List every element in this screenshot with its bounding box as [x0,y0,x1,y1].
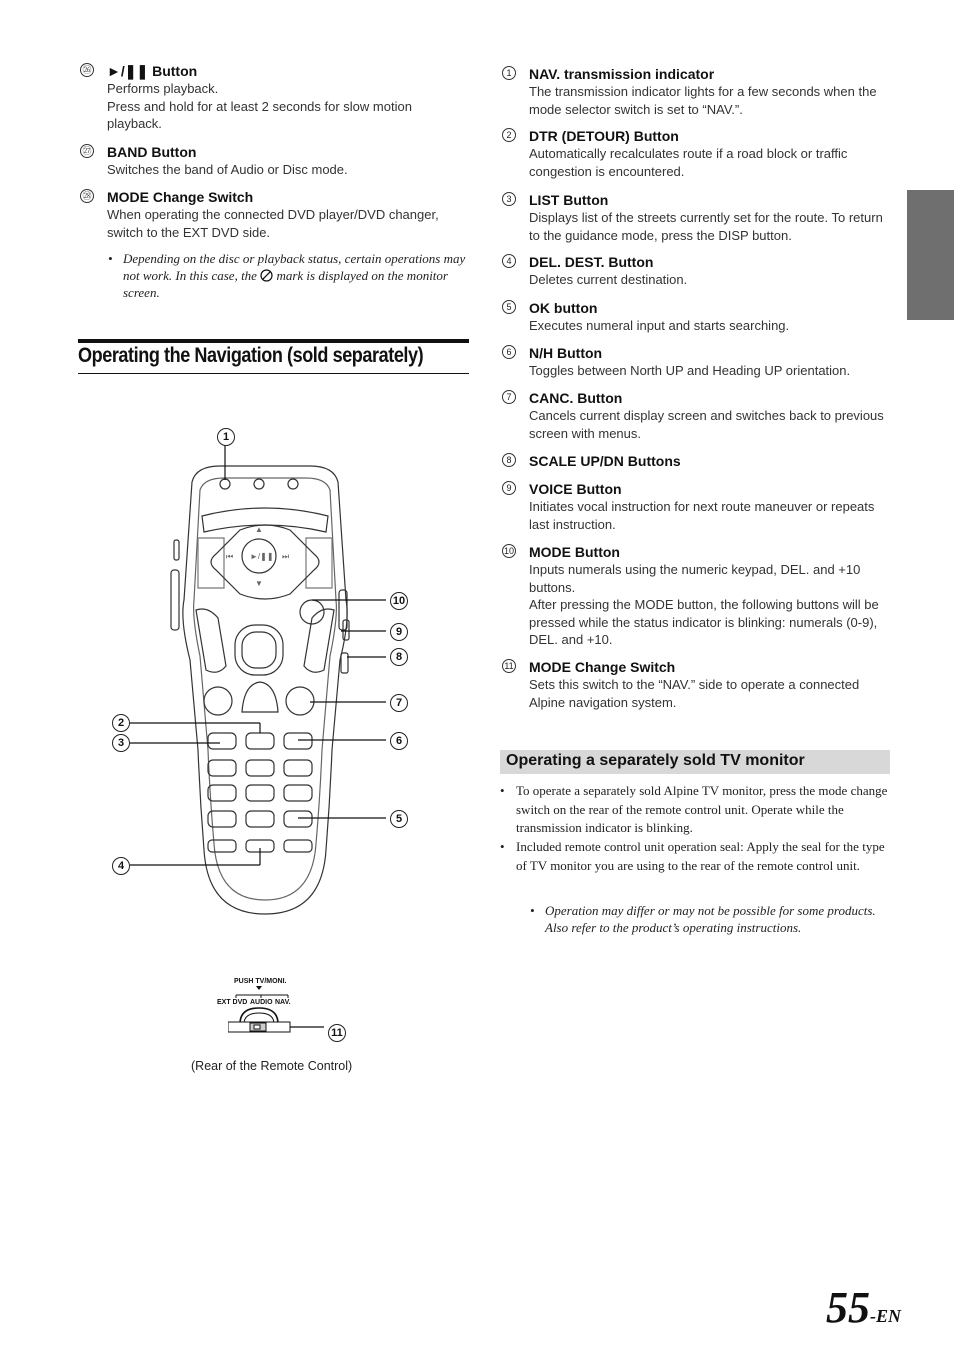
item-number: 6 [502,345,516,359]
item-desc: Sets this switch to the “NAV.” side to operate a connected Alpine navigation system. [529,677,860,710]
bullet-text: Included remote control unit operation seal: Apply the seal for the type of TV monitor you are using to the rear of the remote control unit. [516,839,885,873]
item-desc: Automatically recalculates route if a road block or traffic congestion is encountered. [529,146,848,179]
item-number: 1 [502,66,516,80]
item-desc: The transmission indicator lights for a few seconds when the mode selector switch is set to “NAV.”. [529,84,877,117]
side-tab-marker [907,190,954,320]
item-number: 9 [502,481,516,495]
right-item-10 [502,543,892,649]
item-desc: Toggles between North UP and Heading UP orientation. [529,363,851,378]
item-desc: Initiates vocal instruction for next route maneuver or repeats last instruction. [529,499,875,532]
right-item-2 [502,127,892,180]
item-title: MODE Button [529,544,620,560]
right-item-5 [502,299,892,335]
item-number: 7 [502,390,516,404]
item-desc: Cancels current display screen and switches back to previous screen with menus. [529,408,884,441]
svg-text:▲: ▲ [255,525,263,534]
tv-bullet-1: • To operate a separately sold Alpine TV monitor, press the mode change switch on the rear of the remote control unit. Operate while the transmission indicator is blinking. [500,782,892,838]
item-number: 2 [502,128,516,142]
item-title: SCALE UP/DN Buttons [529,453,681,469]
item-title: DEL. DEST. Button [529,254,654,270]
item-number: ㉘ [80,189,94,203]
item-number: 11 [502,659,516,673]
bullet-text: To operate a separately sold Alpine TV monitor, press the mode change switch on the rear of the remote control unit. Operate while the transmission indicator is blinking. [516,783,888,836]
item-desc: Executes numeral input and starts searching. [529,318,790,333]
item-number: ㉗ [80,144,94,158]
callout-4: 4 [112,857,130,875]
left-item-27 [80,143,470,179]
item-desc: Deletes current destination. [529,272,688,287]
switch-label-audio: AUDIO [250,999,273,1006]
callout-1: 1 [217,428,235,446]
note-text: Operation may differ or may not be possible for some products. Also refer to the product’s operating instructions. [545,903,876,935]
right-item-8 [502,452,892,470]
item-desc: Inputs numerals using the numeric keypad, DEL. and +10 buttons. [529,562,861,595]
prohibited-icon [260,269,273,282]
right-item-3 [502,191,892,244]
callout-10: 10 [390,592,408,610]
item-title: OK button [529,300,598,316]
item-title: LIST Button [529,192,609,208]
tv-bullet-2: • Included remote control unit operation seal: Apply the seal for the type of TV monitor you are using to the rear of the remote control unit. [500,838,892,875]
item-number: 8 [502,453,516,467]
item-title: NAV. transmission indicator [529,66,715,82]
right-item-6 [502,344,892,380]
mode-switch-diagram [228,986,338,1046]
item-number: 5 [502,300,516,314]
left-item-26 [80,62,470,133]
item-number: ㉖ [80,63,94,77]
item-title: DTR (DETOUR) Button [529,128,679,144]
tv-note: • Operation may differ or may not be possible for some products. Also refer to the product’s operating instructions. [530,902,890,936]
page-number [826,1282,901,1333]
item-number: 3 [502,192,516,206]
left-note: • Depending on the disc or playback status, certain operations may not work. In this case, the mark is displayed on the monitor screen. [108,251,466,300]
remote-control-diagram [100,420,430,930]
svg-text:⏮: ⏮ [226,552,234,561]
item-desc: After pressing the MODE button, the following buttons will be pressed while the status indicator is blinking: numerals (0-9), DEL. and +10. [529,597,879,648]
item-title: CANC. Button [529,390,623,406]
switch-top-label: PUSH TV/MONI. [234,978,287,985]
callout-8: 8 [390,648,408,666]
switch-label-extdvd: EXT DVD [217,999,248,1006]
item-title: MODE Change Switch [529,659,676,675]
right-item-11 [502,658,892,711]
right-item-1 [502,65,892,118]
item-desc: Press and hold for at least 2 seconds for slow motion playback. [107,98,412,132]
svg-text:►/❚❚: ►/❚❚ [250,552,274,561]
item-desc: Switches the band of Audio or Disc mode. [107,162,348,177]
left-item-28 [80,188,470,241]
svg-text:▼: ▼ [255,579,263,588]
svg-text:⏭: ⏭ [282,552,290,561]
item-title: ►/❚❚ Button [107,63,198,79]
switch-label-nav: NAV. [275,999,291,1006]
note-text-post: mark is displayed on the monitor screen. [123,268,448,300]
section-rule-bottom [78,373,469,374]
right-item-9 [502,480,892,533]
item-title: BAND Button [107,144,197,160]
item-desc: Displays list of the streets currently set for the route. To return to the guidance mode, press the DISP button. [529,210,883,243]
page-number-value: 55 [826,1283,870,1332]
callout-11: 11 [328,1024,346,1042]
item-number: 4 [502,254,516,268]
item-number: 10 [503,546,514,556]
item-title: VOICE Button [529,481,622,497]
note-text-pre: Depending on the disc or playback status, certain operations may not work. In this case, the [123,251,466,283]
callout-5: 5 [390,810,408,828]
item-title: MODE Change Switch [107,189,254,205]
item-desc: Performs playback. [107,81,219,96]
diagram-caption: (Rear of the Remote Control) [191,1059,353,1073]
callout-3: 3 [112,734,130,752]
right-item-7 [502,389,892,442]
item-title: N/H Button [529,345,603,361]
page-suffix: -EN [870,1306,901,1326]
callout-9: 9 [390,623,408,641]
section-rule-top [78,339,469,343]
section-title: Operating the Navigation (sold separately) [78,344,424,367]
item-desc: When operating the connected DVD player/DVD changer, switch to the EXT DVD side. [107,207,439,240]
callout-7: 7 [390,694,408,712]
callout-6: 6 [390,732,408,750]
callout-2: 2 [112,714,130,732]
right-item-4 [502,253,892,289]
subsection-title: Operating a separately sold TV monitor [506,752,805,769]
